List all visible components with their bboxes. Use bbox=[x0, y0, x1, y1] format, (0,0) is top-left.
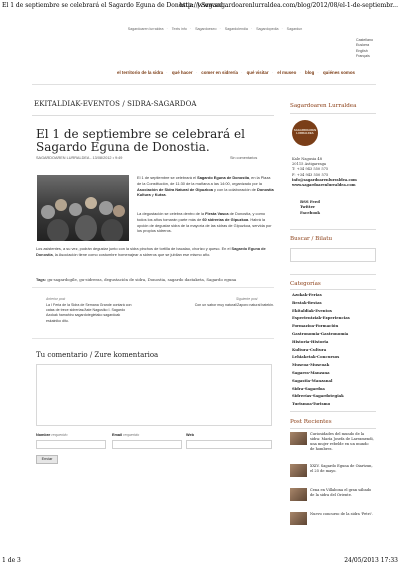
tags-label: Tags: bbox=[36, 277, 47, 282]
print-page-title: El 1 de septiembre se celebrará el Sagardo Eguna de Donostia. | Sagard... bbox=[2, 2, 229, 9]
lang-francais[interactable]: Français bbox=[356, 54, 370, 59]
rss-feed-link[interactable]: RSS Feed bbox=[300, 199, 320, 204]
category-item[interactable]: Bestak-fiestas bbox=[292, 299, 322, 305]
recent-post-title[interactable]: Cena en Villabona el gran sábado de la sidra del Oriente. bbox=[310, 488, 372, 497]
main-navigation: el territorio de la sidra · qué hacer · comer en sidrería · qué visitar · el museo · blog · quiénes somos bbox=[117, 70, 355, 75]
lang-english[interactable]: English bbox=[356, 48, 368, 53]
post-comments-link[interactable]: Sin comentarios bbox=[230, 156, 258, 160]
recent-post-thumbnail[interactable] bbox=[290, 512, 307, 525]
divider bbox=[290, 411, 376, 412]
recent-post-thumbnail[interactable] bbox=[290, 464, 307, 477]
divider bbox=[290, 289, 376, 290]
next-post-link[interactable]: Con un sabor muy natural/Zaporo natural batekin. bbox=[194, 303, 274, 307]
post-meta: SAGARDOAREN LURRALDEA - 13/08/2012 • 9:49 bbox=[36, 156, 123, 160]
next-post-label: Siguiente post bbox=[236, 297, 258, 301]
sidebar-heading: Categorías bbox=[290, 281, 321, 287]
category-item[interactable]: Historia-Historia bbox=[292, 338, 329, 344]
post-image bbox=[37, 175, 129, 241]
lang-euskera[interactable]: Euskera bbox=[356, 43, 370, 48]
topnav-link[interactable]: Sagardopedia bbox=[256, 27, 279, 31]
category-item[interactable]: Lehiaketak-Concursos bbox=[292, 354, 340, 360]
top-navigation: Sagardoaren lurraldea · Texts info · Sagardoeseo · Sagardolendia · Sagardopedia · Sagardun bbox=[127, 27, 303, 31]
print-page-number: 1 de 3 bbox=[2, 557, 21, 564]
topnav-link[interactable]: Texts info bbox=[171, 27, 187, 31]
contact-web-link[interactable]: www.sagardoarenlurraldea.com bbox=[292, 183, 356, 188]
category-item[interactable]: Esperientziak-Experiencias bbox=[292, 315, 350, 321]
sidebar-search-input[interactable] bbox=[290, 248, 376, 262]
recent-post-thumbnail[interactable] bbox=[290, 488, 307, 501]
mainnav-item[interactable]: quiénes somos bbox=[323, 70, 355, 75]
divider bbox=[32, 115, 274, 116]
category-item[interactable]: Azokak-Ferias bbox=[292, 292, 322, 297]
breadcrumb[interactable]: EKITALDIAK-EVENTOS / SIDRA-SAGARDOA bbox=[34, 100, 197, 108]
social-links bbox=[300, 199, 320, 215]
category-item[interactable]: Gastronomia-Gastronomía bbox=[292, 330, 349, 336]
prev-post-label: Anterior post bbox=[46, 297, 66, 301]
divider bbox=[32, 287, 274, 288]
print-datetime: 24/05/2013 17:33 bbox=[344, 557, 398, 564]
name-input[interactable] bbox=[36, 440, 106, 449]
category-item[interactable]: Ekitaldiak-Eventos bbox=[292, 307, 332, 313]
sidebar-heading: Post Recientes bbox=[290, 419, 332, 425]
category-item[interactable]: Sagarra-Manzana bbox=[292, 369, 330, 375]
language-selector bbox=[356, 38, 396, 60]
recent-post-thumbnail[interactable] bbox=[290, 432, 307, 445]
mainnav-item[interactable]: el museo bbox=[277, 70, 297, 75]
sagardoaren-logo[interactable]: SAGARDOAREN LURRALDEA bbox=[292, 120, 318, 146]
topnav-link[interactable]: Sagardoaren lurraldea bbox=[127, 27, 164, 31]
recent-post-title[interactable]: Curiosidades del mundo de la sidra: María Josefa de Larramendi, una mujer rebelde en un mundo de hombres. bbox=[310, 432, 374, 451]
sidebar-heading: Buscar / Bilatu bbox=[290, 236, 333, 242]
name-label: Nombre requerido bbox=[36, 433, 68, 437]
mainnav-item[interactable]: comer en sidrería bbox=[201, 70, 238, 75]
post-paragraph: Los asistentes, a su vez, podrán degustar junto con la sidra pinchos de tortilla de bacalao, chorizo y queso. En el Sagardo Eguna de Donostia, la Asociación tiene como costumbre homenajear a sidreros que se jubilan ese mismo año. bbox=[36, 246, 266, 257]
sidebar-heading: Sagardoaren Lurraldea bbox=[290, 103, 357, 109]
topnav-link[interactable]: Sagardolendia bbox=[224, 27, 248, 31]
web-input[interactable] bbox=[186, 440, 272, 449]
category-item[interactable]: Formazioa-Formación bbox=[292, 323, 339, 329]
mainnav-item[interactable]: qué visitar bbox=[246, 70, 269, 75]
post-title[interactable]: El 1 de septiembre se celebrará el Sagardo Eguna de Donostia. bbox=[36, 127, 245, 154]
topnav-link[interactable]: Sagardun bbox=[286, 27, 303, 31]
category-item[interactable]: Kultura-Cultura bbox=[292, 346, 327, 352]
divider bbox=[290, 113, 376, 114]
recent-post-title[interactable]: Nuevo concurso de la sidra 'Petri'. bbox=[310, 512, 373, 516]
recent-post-title[interactable]: XXIV. Sagardo Eguna de Oiartzun, el 25 de mayo. bbox=[310, 464, 373, 473]
lang-castellano[interactable]: Castellano bbox=[356, 38, 373, 42]
divider bbox=[32, 338, 274, 339]
tag-links[interactable]: gu-sagardogile, gu-sidreras, degustación de sidra, Donostia, sagardo dastaketa, Sagardo eguna bbox=[47, 277, 237, 282]
contact-info: Kale Nagusia 48 20115 Astigarraga T: +34 943 550 575 F: +34 943 550 575 info@sagardoarenlurraldea.com www.sagardoarenlurraldea.com bbox=[292, 157, 376, 188]
topnav-link[interactable]: Sagardoeseo bbox=[195, 27, 217, 31]
email-input[interactable] bbox=[112, 440, 182, 449]
mainnav-item[interactable]: qué hacer bbox=[171, 70, 193, 75]
divider bbox=[32, 84, 376, 85]
mainnav-item-blog[interactable]: blog bbox=[305, 70, 315, 75]
post-paragraph: El 1 de septiembre se celebrará el Sagardo Eguna de Donostia, en la Plaza de la Constitución, de 11:30 de la mañana a las 14:00, organizado por la Asociación de Sidra Natural de Gipuzkoa y con la colaboración de Donostia Kultura y Kutxa. bbox=[137, 175, 274, 198]
twitter-link[interactable]: Twitter bbox=[300, 204, 316, 210]
post-paragraph: La degustación se celebra dentro de la Fiesta Vasca de Donostia, y como todos los años tomarán parte más de 60 sidrerías de Gipuzkoa. Habrá la opción de degustar sidra de la mayoría de las sidras de Gipuzkoa, servida por los propios sidreros. bbox=[137, 211, 272, 234]
category-item[interactable]: Museoa-Museoak bbox=[292, 362, 330, 368]
category-item[interactable]: Sagastia-Manzanal bbox=[292, 377, 333, 383]
post-tags bbox=[36, 277, 276, 282]
print-header bbox=[0, 0, 400, 12]
comment-textarea[interactable] bbox=[36, 364, 272, 426]
mainnav-item[interactable]: el territorio de la sidra bbox=[117, 70, 164, 75]
category-item[interactable]: Sidra-Sagardoa bbox=[292, 385, 325, 391]
email-label: Email requerido bbox=[112, 433, 140, 437]
divider bbox=[290, 428, 376, 429]
facebook-link[interactable]: Facebook bbox=[300, 209, 321, 215]
category-list bbox=[292, 291, 376, 408]
comment-form-title: Tu comentario / Zure komentarioa bbox=[36, 351, 159, 359]
category-item[interactable]: Turismoa-Turismo bbox=[292, 401, 331, 407]
divider bbox=[290, 229, 376, 230]
divider bbox=[290, 274, 376, 275]
category-item[interactable]: Sidrerías-Sagardotegiak bbox=[292, 393, 344, 399]
prev-post-link[interactable]: La I Feria de la Sidra de Semana Grande contará con catas de trece sidrerías/Aste Nagusiko I. Sagardo Azokak hamahiru sagardotegietako sagardoak eskainiko ditu. bbox=[46, 303, 132, 323]
web-label: Web bbox=[186, 433, 194, 437]
submit-comment-button[interactable]: Enviar bbox=[36, 455, 58, 464]
print-page-url: http://www.sagardoarenlurraldea.com/blog/2012/08/el-1-de-septiembr... bbox=[179, 2, 398, 9]
contact-email-link[interactable]: info@sagardoarenlurraldea.com bbox=[292, 177, 357, 182]
